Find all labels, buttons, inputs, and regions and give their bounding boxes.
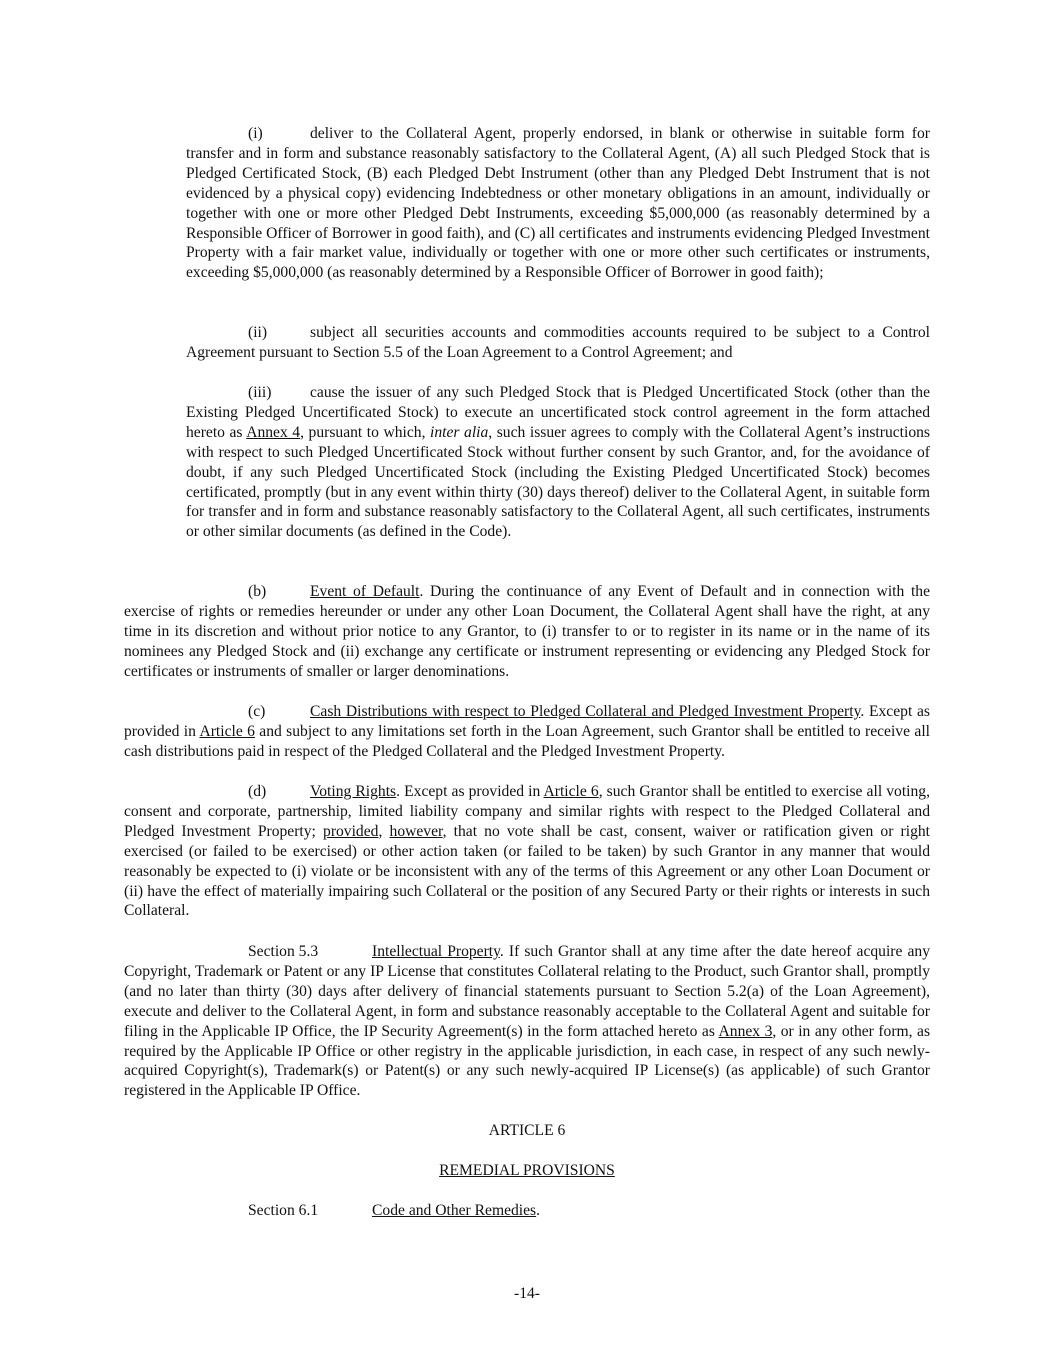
clause-text: . Except as provided in	[124, 703, 930, 740]
section-5-3	[124, 942, 930, 1101]
section-6-1	[124, 1201, 930, 1221]
clause-text: , such Grantor shall be entitled to exercise all voting, consent and corporate, partnership, limited liability company and similar rights with respect to the Pledged Collateral and Pledged Investment Property;	[124, 783, 930, 840]
section-text: .	[536, 1202, 541, 1219]
section-text: . If such Grantor shall at any time after the date hereof acquire any Copyright, Trademark or Patent or any IP License that constitutes Collateral relating to the Product, such Grantor shall, promptly (and no later than thirty (30) days after delivery of financial statements pursuant to Section 5.2(a) of the Loan Agreement), execute and deliver to the Collateral Agent, in form and substance reasonably acceptable to the Collateral Agent and suitable for filing in the Applicable IP Office, the IP Security Agreement(s) in the form attached hereto as	[124, 943, 930, 1040]
article-6-reference: Article 6	[199, 722, 255, 740]
clause-text: , that no vote shall be cast, consent, waiver or ratification given or right exercised (or failed to be exercised) or other action taken (or failed to be taken) by such Grantor in any manner that would reasonably be expected to (i) violate or be inconsistent with any of the terms of this Agreement or any other Loan Document or (ii) have the effect of materially impairing such Collateral or the position of any Secured Party or their rights or interests in such Collateral.	[124, 822, 931, 920]
section-text: , or in any other form, as required by the Applicable IP Office or other registry in the applicable jurisdiction, in each case, in respect of any such newly-acquired Copyright(s), Trademark(s) or Patent(s) or any such newly-acquired IP License(s) (as applicable) of such Grantor registered in the Applicable IP Office.	[124, 1022, 931, 1100]
clause-d	[124, 782, 930, 921]
clause-text: subject all securities accounts and commodities accounts required to be subject to a Control Agreement pursuant to Section 5.5 of the Loan Agreement to a Control Agreement; and	[186, 324, 930, 361]
article-subtitle-text: REMEDIAL PROVISIONS	[439, 1162, 615, 1179]
clause-number: (b)	[248, 583, 267, 600]
provided-term: provided	[323, 822, 379, 840]
clause-i	[186, 124, 930, 283]
clause-text: cause the issuer of any such Pledged Stock that is Pledged Uncertificated Stock (other than the Existing Pledged Uncertificated Stock) to execute an uncertificated stock control agreement in the form attached hereto as	[186, 384, 930, 441]
clause-number: (ii)	[248, 324, 268, 341]
clause-text: and subject to any limitations set forth in the Loan Agreement, such Grantor shall be entitled to receive all cash distributions paid in respect of the Pledged Collateral and the Pledged Investment Property.	[124, 722, 930, 760]
clause-number: (d)	[248, 783, 267, 800]
clause-text: deliver to the Collateral Agent, properly endorsed, in blank or otherwise in suitable form for transfer and in form and substance reasonably satisfactory to the Collateral Agent, (A) all such Pledged Stock that is Pledged Certificated Stock, (B) each Pledged Debt Instrument (other than any Pledged Debt Instrument that is not evidenced by a physical copy) evidencing Indebtedness or other monetary obligations in an amount, individually or together with one or more other Pledged Debt Instruments, exceeding $5,000,000 (as reasonably determined by a Responsible Officer of Borrower in good faith), and (C) all certificates and instruments evidencing Pledged Investment Property with a fair market value, individually or together with one or more other such certificates or instruments, exceeding $5,000,000 (as reasonably determined by a Responsible Officer of Borrower in good faith);	[186, 125, 930, 282]
article-subtitle	[124, 1161, 930, 1181]
section-heading: Code and Other Remedies	[372, 1202, 537, 1219]
page-number: -14-	[514, 1285, 540, 1302]
clause-number: (i)	[248, 125, 263, 142]
clause-italic-text: inter alia	[430, 423, 489, 441]
annex-4-reference: Annex 4	[246, 423, 301, 441]
clause-text: . Except as provided in	[396, 783, 544, 800]
article-title: ARTICLE 6	[488, 1122, 566, 1139]
section-number: Section 6.1	[248, 1202, 319, 1219]
clause-b	[124, 582, 930, 682]
clause-text: , pursuant to which,	[300, 423, 431, 441]
clause-c	[124, 702, 930, 762]
clause-iii	[186, 383, 930, 542]
clause-heading: Voting Rights	[310, 783, 397, 800]
section-number: Section 5.3	[248, 943, 319, 960]
annex-3-reference: Annex 3	[718, 1022, 773, 1040]
clause-text: , such issuer agrees to comply with the Collateral Agent’s instructions with respect to such Pledged Uncertificated Stock without further consent by such Grantor, and, for the avoidance of doubt, if any such Pledged Uncertificated Stock (including the Existing Pledged Uncertificated Stock) becomes certificated, promptly (but in any event within thirty (30) days thereof) deliver to the Collateral Agent, in suitable form for transfer and in form and substance reasonably satisfactory to the Collateral Agent, all such certificates, instruments or other similar documents (as defined in the Code).	[186, 423, 931, 541]
section-heading: Intellectual Property	[372, 943, 500, 960]
clause-text: ,	[378, 822, 390, 840]
clause-number: (c)	[248, 703, 266, 720]
clause-heading: Event of Default	[310, 583, 420, 600]
article-6-reference: Article 6	[543, 783, 599, 800]
clause-heading: Cash Distributions with respect to Pledged Collateral and Pledged Investment Property	[310, 703, 861, 720]
clause-ii	[186, 323, 930, 363]
however-term: however	[389, 822, 443, 840]
clause-text: . During the continuance of any Event of Default and in connection with the exercise of rights or remedies hereunder or under any other Loan Document, the Collateral Agent shall have the right, at any time in its discretion and without prior notice to any Grantor, to (i) transfer to or to register in its name or in the name of its nominees any Pledged Stock and (ii) exchange any certificate or instrument representing or evidencing any Pledged Stock for certificates or instruments of smaller or larger denominations.	[124, 583, 930, 680]
clause-number: (iii)	[248, 384, 272, 401]
